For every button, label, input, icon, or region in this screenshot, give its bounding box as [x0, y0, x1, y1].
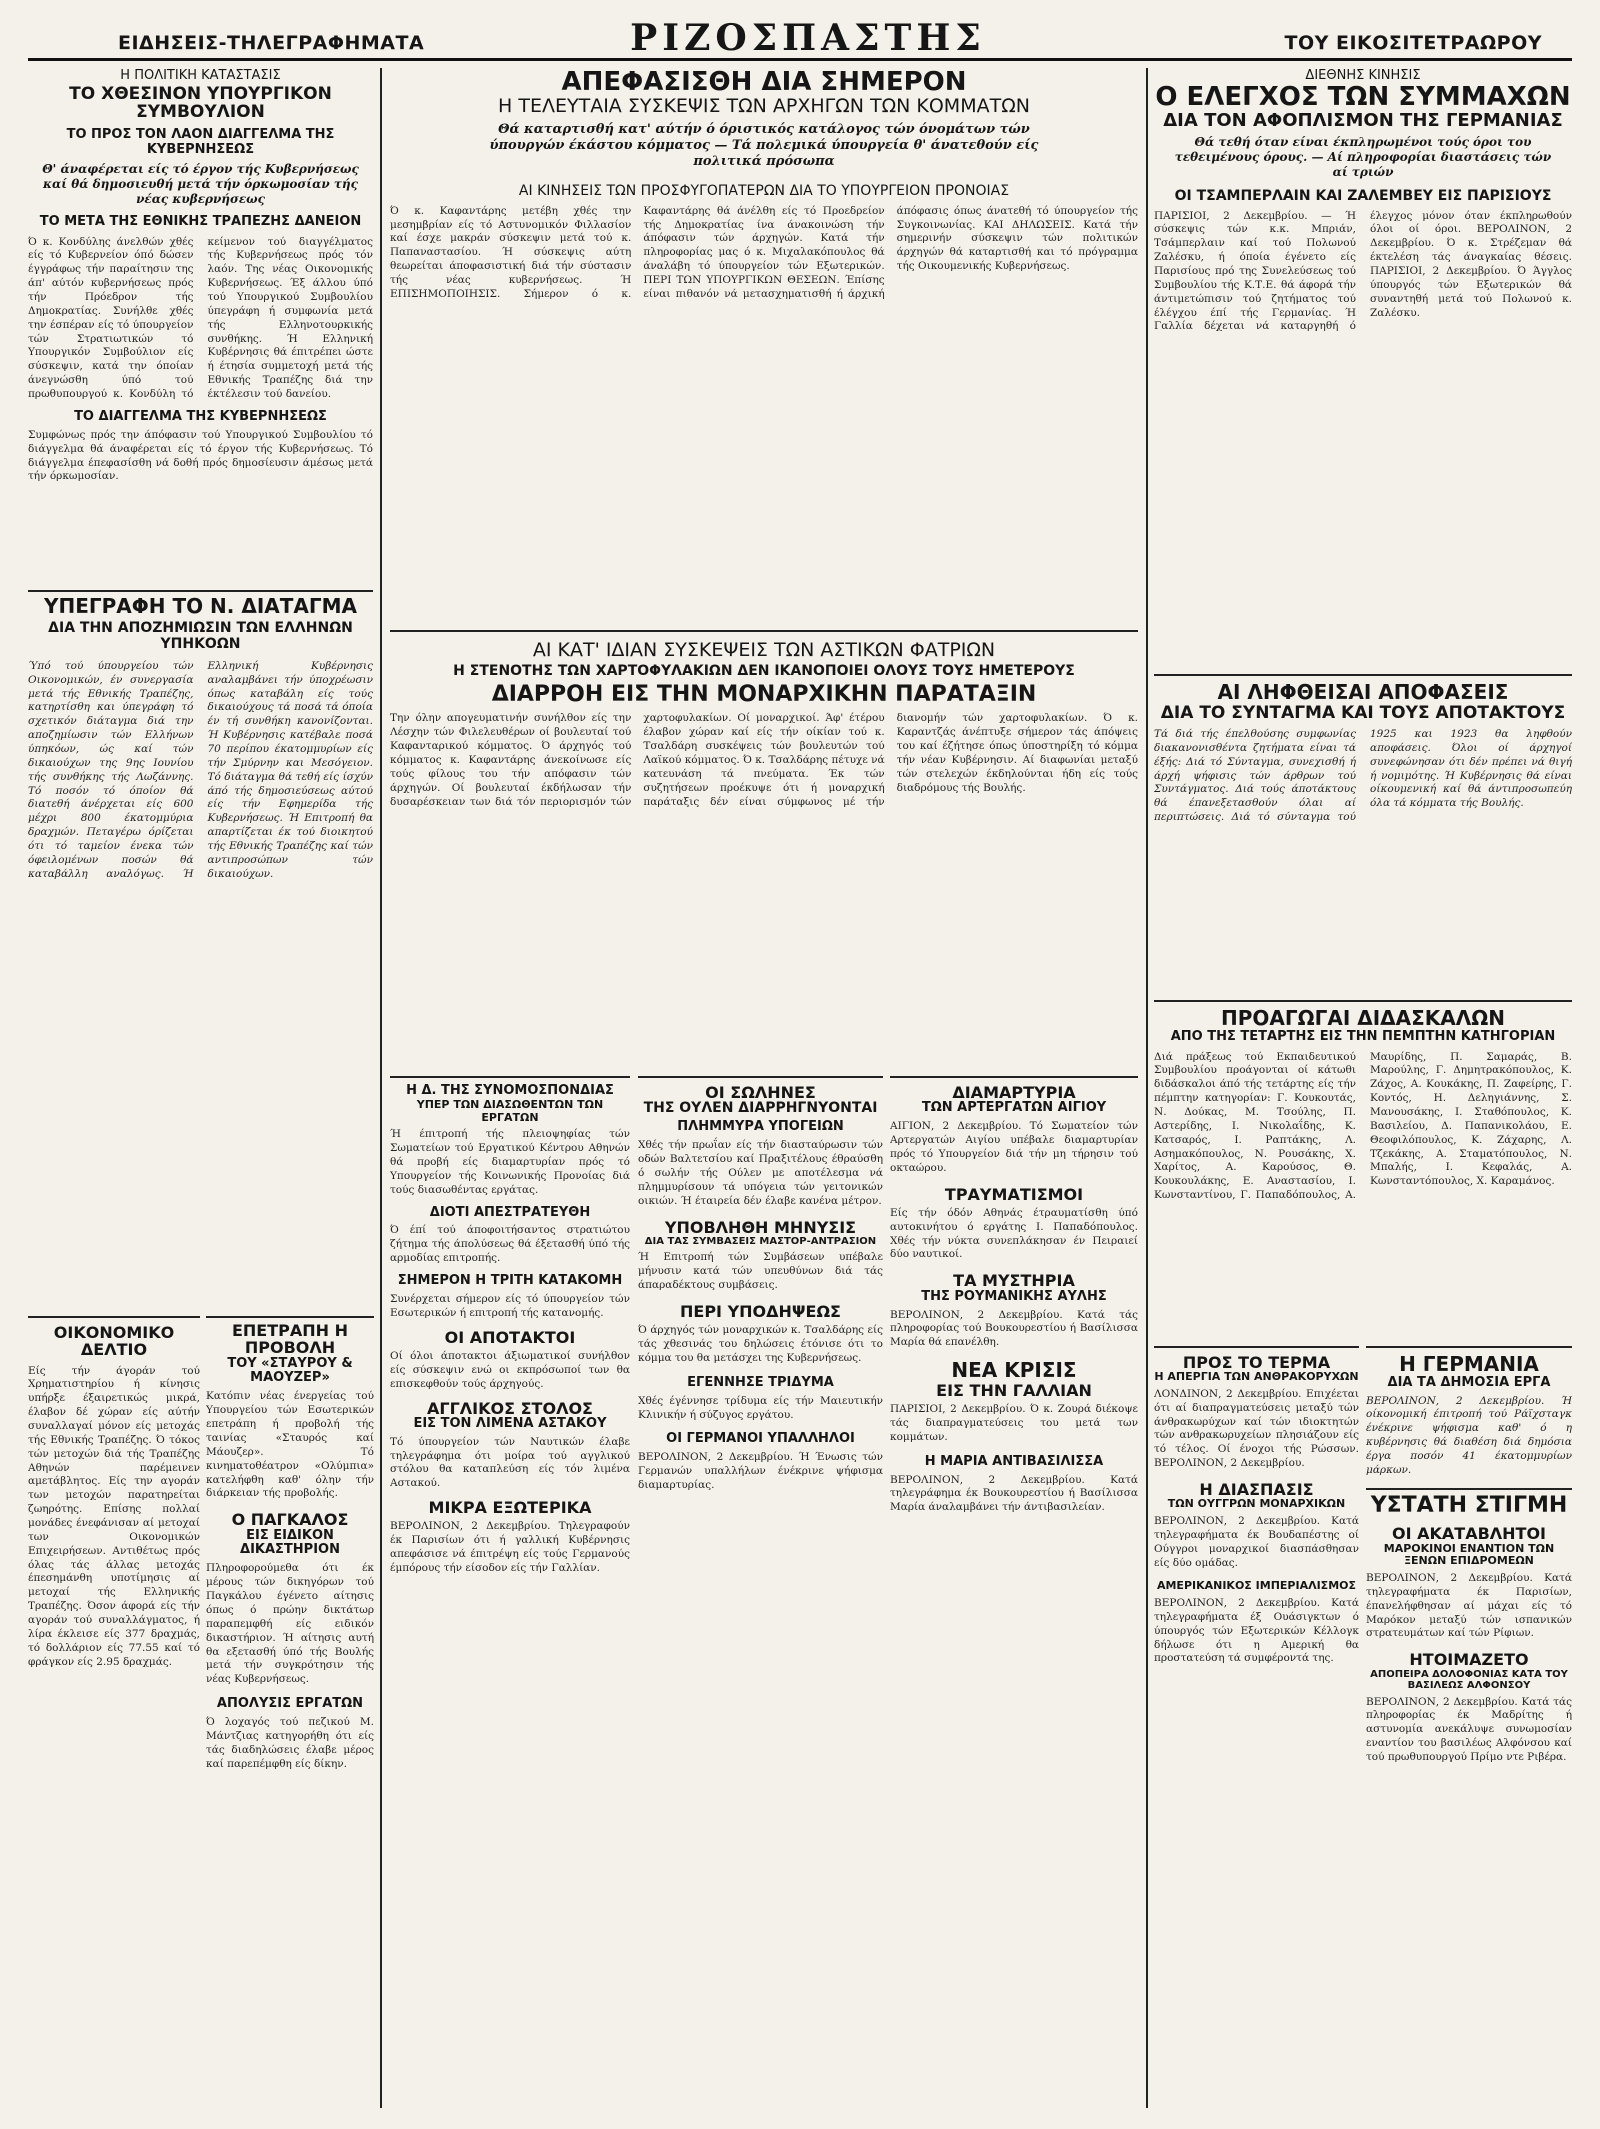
article-headline: ΤΑ ΜΥΣΤΗΡΙΑ — [953, 1271, 1075, 1291]
article-subheadline: ΔΙΑ ΤΑΣ ΣΥΜΒΑΣΕΙΣ ΜΑΣΤΟΡ-ΑΝΤΡΑΣΙΟΝ — [644, 1235, 877, 1247]
article-subheadline: ΕΙΣ ΕΙΔΙΚΟΝ ΔΙΚΑΣΤΗΡΙΟΝ — [240, 1527, 340, 1558]
article-headline: ΤΡΑΥΜΑΤΙΣΜΟΙ — [944, 1184, 1084, 1204]
article-toward-the-end — [1154, 1346, 1359, 2108]
article-body: Ό κ. Κονδύλης άνελθών χθές είς τό Κυβερνείον όπό δώσεν έγγράφως τήν παραίτησιν της άπ' αύτόν κυβερνήσεως πρός τήν Πρόεδρον τής Δημοκρατίας. Συνήλθε χθές την έσπέραν είς τό ύπουργείον τών Στρατιωτικών τό Υπουργικόν Συμβούλιον είς σύσκεψιν, κατά την όποίαν άνεγνώσθη ύπό τού πρωθυπουργού κ. Κονδύλη τό κείμενον τού διαγγέλματος τής Κυβερνήσεως πρός τόν λαόν. Της νέας Οικονομικής Κυβερνήσεως. Έξ άλλου ύπό τού Υπουργικού Συμβουλίου ύπεγράφη ή συμφωνία μετά τής Ελληνοτουρκικής συνθήκης. Ή Ελληνική Κυβέρνησις θά έπιτρέπει ώστε ή έτησία συμμετοχή μετά τής Εθνικής Τραπέζης διά την έκτέλεσιν τού δανείου. — [28, 235, 373, 400]
article-teacher-promotions — [1154, 1000, 1572, 1342]
article-germany-public-works — [1366, 1346, 1572, 2108]
article-subheadline: ΣΗΜΕΡΟΝ Η ΤΡΙΤΗ ΚΑΤΑΚΟΜΗ — [397, 1273, 623, 1289]
article-subheadline: Η ΑΠΕΡΓΙΑ ΤΩΝ ΑΝΘΡΑΚΟΡΥΧΩΝ — [1154, 1370, 1359, 1384]
article-body: ΒΕΡΟΛΙΝΟΝ, 2 Δεκεμβρίου. Κατά τηλεγραφήματα έκ Βουδαπέστης οί Ούγγροι μοναρχικοί διασπάσθησαν είς δύο ομάδας. — [1154, 1514, 1359, 1569]
article-body: Ό κ. Καφαντάρης μετέβη χθές την μεσημβρίαν είς τό Αστυνομικόν Φιλλασίον καί έσχε μακράν σύσκεψιν μετά τού κ. Παπαναστασίου. Ή σύσκεψις αύτη θεωρείται άποφασιστική διά τήν σύστασιν τής νέας κυβερνήσεως. Ή ΕΠΙΣΗΜΟΠΟΙΗΣΙΣ. Σήμερον ό κ. Καφαντάρης θά άνέλθη είς τό Προεδρείον τής Δημοκρατίας ίνα άνακοινώση τήν άπόφασιν τών άρχηγών. Κατά τήν πληροφορίας μας ό κ. Μιχαλακόπουλος θά άναλάβη τό ύπουργείον τών Εξωτερικών. ΠΕΡΙ ΤΩΝ ΥΠΟΥΡΓΙΚΩΝ ΘΕΣΕΩΝ. Έπίσης είναι πιθανόν νά μετασχηματισθή ή άρχική άπόφασις όπως άνατεθή τό ύπουργείον τής Συγκοινωνίας. ΚΑΙ ΔΗΛΩΣΕΙΣ. Κατά τήν σημερινήν σύσκεψιν τών πολιτικών άρχηγών θά καταρτισθή και τό πρόγραμμα τής Οικουμενικής Κυβερνήσεως. — [390, 204, 1138, 300]
article-body: Συνέρχεται σήμερον είς τό ύπουργείον τών Εσωτερικών ή επιτροπή τής κατανομής. — [390, 1292, 630, 1319]
column-rule — [380, 68, 382, 2108]
article-headline: ΥΠΕΓΡΑΦΗ ΤΟ Ν. ΔΙΑΤΑΓΜΑ — [43, 594, 358, 618]
article-body: ΛΟΝΔΙΝΟΝ, 2 Δεκεμβρίου. Επιχέεται ότι αί διαπραγματεύσεις μεταξύ τών άνθρακωρύχων καί τών ιδιοκτητών τών ανθρακωρυχείων πλησιάζουν είς τό τέλος. Οί ένοχοι τής Ρώσσων. ΒΕΡΟΛΙΝΟΝ, 2 Δεκεμβρίου. — [1154, 1387, 1359, 1470]
article-subheadline: ΤΗΣ ΡΟΥΜΑΝΙΚΗΣ ΑΥΛΗΣ — [921, 1288, 1107, 1304]
article-body: ΒΕΡΟΛΙΝΟΝ, 2 Δεκεμβρίου. Κατά τάς πληροφορίας τού Βουκουρεστίου ή Βασίλισσα Μαρία θά επανέλθη. — [890, 1308, 1138, 1349]
masthead-title: ΡΙΖΟΣΠΑΣΤΗΣ — [630, 17, 986, 59]
article-headline: ΥΣΤΑΤΗ ΣΤΙΓΜΗ — [1366, 1488, 1572, 1518]
article-body: Διά πράξεως τού Εκπαιδευτικού Συμβουλίου προάγονται οί κάτωθι διδάσκαλοι άπό τής τετάρτης είς τήν πέμπτην κατηγορίαν: Γ. Κουκουτάς, Ν. Δούκας, Μ. Τσούλης, Π. Αστερίδης, Ι. Νικολαΐδης, Κ. Κατσαρός, Ι. Ραπτάκης, Λ. Ασημακόπουλος, Ν. Ρουσάκης, Χ. Χαρίτος, Α. Καρούσος, Θ. Κουκουλάκης, Ε. Αναστασίου, Ι. Κωνσταντίνου, Γ. Παπαδόπουλος, Α. Μαυρίδης, Π. Σαμαράς, Β. Μαρούλης, Γ. Δημητρακόπουλος, Κ. Ζάχος, Α. Κουκάκης, Π. Ζαφείρης, Γ. Κοντός, Η. Δεληγιάννης, Σ. Μανουσάκης, Ι. Σταθόπουλος, Κ. Βασιλείου, Δ. Παπανικολάου, Ε. Θεοφιλόπουλος, Κ. Ζάχαρης, Λ. Τζεκάκης, Α. Σταματόπουλος, Ν. Μπαλής, Ι. Κεφαλάς, Α. Κωνσταντόπουλος, Χ. Καραμάνος. — [1154, 1050, 1572, 1202]
article-body: ΒΕΡΟΛΙΝΟΝ, 2 Δεκεμβρίου. Τηλεγραφούν έκ Παρισίων ότι ή γαλλική Κυβέρνησις απεφάσισε νά έπιτρέψη είς τούς Γερμανούς έμπόρους τήν είσοδον είς τήν Γαλλίαν. — [390, 1520, 630, 1575]
article-body: Ύπό τού ύπουργείου τών Οικονομικών, έν συνεργασία μετά τής Εθνικής Τραπέζης, κατηρτίσθη και ύπεγράφη τό σχετικόν διάταγμα διά την αποζημίωσιν τών Ελλήνων ύπηκόων, ώς καί τών δικαιούχων της 9ης Ιουνίου τής συνθήκης τής Λωζάννης. Τό ποσόν τό όποίον θά διατεθή άνέρχεται είς 600 μέχρι 800 έκατομμύρια δραχμών. Πεταγέρω όρίζεται ότι τό ταμείον ένεκα τών όφειλομένων ποσών θά καταβάλλη αναλόγως. Ή Ελληνική Κυβέρνησις αναλαμβάνει τήν ύποχρέωσιν όπως καταβάλη είς τούς δικαιούχους τά ποσά τά όποία έν τή συνθήκη κανονίζονται. Ή Κυβέρνησις κατέβαλε ποσά 70 περίπου έκατομμυρίων είς τήν Σμύρνην και Μεσόγειον. Τό διάταγμα θά τεθή είς ίσχύν άπό τής δημοσιεύσεως αύτού είς τήν Εφημερίδα τής Κυβερνήσεως. Ή Επιτροπή θα απαρτίζεται έκ τού διοικητού τής Εθνικής Τραπέζης καί τών αντιπροσώπων τών δικαιούχων. — [28, 659, 373, 880]
article-body: Ό έπί τού άποφοιτήσαντος στρατιώτου ζήτημα τής άπολύσεως θά έξετασθή ύπό τής αρμοδίας επιτροπής. — [390, 1224, 630, 1265]
article-headline: ΠΕΡΙ ΥΠΟΔΗΨΕΩΣ — [680, 1301, 841, 1321]
article-headline: ΕΙΣ ΤΗΝ ΓΑΛΛΙΑΝ — [936, 1380, 1092, 1400]
article-headline: ΕΠΕΤΡΑΠΗ Η ΠΡΟΒΟΛΗ — [231, 1321, 348, 1358]
article-allied-control — [1154, 68, 1572, 668]
article-subheadline: ΤΟΥ «ΣΤΑΥΡΟΥ & ΜΑΟΥΖΕΡ» — [227, 1355, 353, 1386]
article-body: Ό άρχηγός τών μοναρχικών κ. Τσαλδάρης είς τάς χθεσινάς του δηλώσεις έτόνισε ότι το κόμμα του θα μετάσχει της Κυβερνήσεως. — [638, 1324, 883, 1364]
article-protest-aigio — [890, 1076, 1138, 2108]
article-body: Τά διά τής έπελθούσης συμφωνίας διακανονισθέντα ζητήματα είναι τά έξής: Διά τό Σύνταγμα, συνεχισθή ή άρχή ψήφισις τών άρθρων τού Συντάγματος. Διά τούς άποτάκτους θά έπανεξετασθούν όλαι αί περιπτώσεις. Διά τό σύνταγμα τού 1925 και 1923 θα ληφθούν αποφάσεις. Όλοι οί άρχηγοί συνεφώνησαν ότι δέν πρέπει νά θιγή ή νομιμότης. Ή Κυβέρνησις θά είναι οίκουμενική καί θά άντιπροσωπεύη όλα τά κόμματα τής Βουλής. — [1154, 727, 1572, 824]
article-subheadline: ΤΟ ΠΡΟΣ ΤΟΝ ΛΑΟΝ ΔΙΑΓΓΕΛΜΑ ΤΗΣ ΚΥΒΕΡΝΗΣΕΩΣ — [66, 126, 335, 157]
article-headline: ΤΗΣ ΟΥΛΕΝ ΔΙΑΡΡΗΓΝΥΟΝΤΑΙ — [643, 1100, 878, 1117]
article-headline: ΜΙΚΡΑ ΕΞΩΤΕΡΙΚΑ — [428, 1498, 592, 1518]
article-body: ΒΕΡΟΛΙΝΟΝ, 2 Δεκεμβρίου. Κατά τηλεγραφήματα έξ Ουάσιγκτων ό ύπουργός τών Εξωτερικών Κέλλογκ δήλωσε ότι η Αμερική θα προστατεύση τά συμφέροντά της. — [1154, 1597, 1359, 1665]
article-film-screening — [206, 1316, 374, 2108]
article-subheadline: ΟΙ ΓΕΡΜΑΝΟΙ ΥΠΑΛΛΗΛΟΙ — [666, 1431, 855, 1447]
article-subheadline: Η ΜΑΡΙΑ ΑΝΤΙΒΑΣΙΛΙΣΣΑ — [924, 1453, 1104, 1469]
article-headline: ΑΠΕΦΑΣΙΣΘΗ ΔΙΑ ΣΗΜΕΡΟΝ — [561, 68, 967, 97]
article-political-situation — [28, 68, 373, 583]
article-bourgeois-factions — [390, 630, 1138, 1072]
article-subheadline: ΤΩΝ ΟΥΓΓΡΩΝ ΜΟΝΑΡΧΙΚΩΝ — [1167, 1497, 1346, 1511]
article-body: Ή έπιτροπή τής πλειοψηφίας τών Σωματείων τού Εργατικού Κέντρου Αθηνών θά προβή είς διαμαρτυρίαν πρός τό Υπουργείον τής Κοινωνικής Προνοίας διά τούς διασωθέντας εργάτας. — [390, 1128, 630, 1196]
article-body: Χθές τήν πρωΐαν είς τήν διασταύρωσιν τών οδών Βαλτετσίου καί Πραξιτέλους έθραύσθη ό σωλήν τής Ούλεν με αποτέλεσμα νά πλημμυρίσουν τά υπόγεια τών γειτονικών οικιών. Ή έταιρεία δέν έλαβε κανένα μέτρον. — [638, 1139, 883, 1207]
article-headline: Η ΔΙΑΣΠΑΣΙΣ — [1199, 1480, 1314, 1500]
masthead-section-left: ΕΙΔΗΣΕΙΣ-ΤΗΛΕΓΡΑΦΗΜΑΤΑ — [118, 32, 425, 54]
article-deck: Θά καταρτισθή κατ' αύτήν ό όριστικός κατάλογος τών όνομάτων τών ύπουργών έκάστου κόμματος — Τά πολεμικά ύπουργεία θ' άνατεθούν είς πολιτικά πρόσωπα — [489, 121, 1039, 170]
article-subheadline: ΑΠΟ ΤΗΣ ΤΕΤΑΡΤΗΣ ΕΙΣ ΤΗΝ ΠΕΜΠΤΗΝ ΚΑΤΗΓΟΡΙΑΝ — [1170, 1028, 1556, 1044]
article-subheadline: ΕΙΣ ΤΟΝ ΛΙΜΕΝΑ ΑΣΤΑΚΟΥ — [413, 1415, 607, 1431]
article-headline: ΝΕΑ ΚΡΙΣΙΣ — [951, 1358, 1077, 1383]
article-subheadline: ΑΙ ΚΙΝΗΣΕΙΣ ΤΩΝ ΠΡΟΣΦΥΓΟΠΑΤΕΡΩΝ ΔΙΑ ΤΟ ΥΠΟΥΡΓΕΙΟΝ ΠΡΟΝΟΙΑΣ — [518, 182, 1010, 199]
article-body: Είς τήν άγοράν τού Χρηματιστηρίου ή κίνησις υπήρξε έξαιρετικώς μικρά, έλαβον δέ χώραν είς αύτήν συναλλαγαί μόνον είς μετοχάς τής Εθνικής Τραπέζης. Ό τόκος τών μετοχών διά τής Τραπέζης Αθηνών παρέμεινεν αμετάβλητος. Είς την αγοράν των μετοχών παρατηρείται ζωηρότης. Επίσης πολλαί μονάδες ένεφάνισαν αί μετοχαί των Οικονομικών Επιχειρήσεων. Αντιθέτως πρός όλας τάς άλλας μετοχάς έπεσημάνθη υποτίμησις αί μετοχαί τής Ελληνικής Τραπέζης. Όσον άφορά είς τήν αγοράν τού συναλλάγματος, ή λίρα έκλεισε είς 377 δραχμάς, τό δολλάριον είς 77.55 καί τό φράγκον είς 2.95 δραχμάς. — [28, 1364, 200, 1668]
masthead-section-right: ΤΟΥ ΕΙΚΟΣΙΤΕΤΡΑΩΡΟΥ — [1284, 32, 1542, 54]
article-body: ΠΑΡΙΣΙΟΙ, 2 Δεκεμβρίου. — Ή σύσκεψις τών κ.κ. Μπριάν, Τσάμπερλαιν καί τού Πολωνού Ζαλέσκυ, ή όποία έγένετο είς Παρισίους πρό της Συνελεύσεως τού Συμβουλίου τής Κ.Τ.Ε. θά άφορά τήν άντιμετώπισιν τού ζητήματος τού έλέγχου έπί τής Γερμανίας. Ή Γαλλία δέχεται νά καταργηθή ό έλεγχος μόνον όταν έκπληρωθούν όλοι οί όροι. ΒΕΡΟΛΙΝΟΝ, 2 Δεκεμβρίου. Ό κ. Στρέζεμαν θά έκτελέση τάς άναγκαίας θέσεις. ΠΑΡΙΣΙΟΙ, 2 Δεκεμβρίου. Ό Άγγλος ύπουργός τών Εξωτερικών θά συναντηθή μετά τού Πολωνού κ. Ζαλέσκυ. — [1154, 209, 1572, 333]
article-pipes-burst — [638, 1076, 883, 2108]
article-headline: ΑΓΓΛΙΚΟΣ ΣΤΟΛΟΣ — [427, 1398, 593, 1418]
article-subheadline: ΤΟ ΜΕΤΑ ΤΗΣ ΕΘΝΙΚΗΣ ΤΡΑΠΕΖΗΣ ΔΑΝΕΙΟΝ — [39, 213, 362, 229]
article-decisions-taken — [1154, 674, 1572, 996]
article-headline: ΟΙΚΟΝΟΜΙΚΟ ΔΕΛΤΙΟ — [53, 1323, 175, 1360]
article-headline: ΟΙ ΑΠΟΤΑΚΤΟΙ — [444, 1327, 576, 1347]
article-deck: Θά τεθή όταν είναι έκπληρωμένοι τούς όροι του τεθειμένους όρους. — Αί πληροφορίαι διαστάσεις τών αί τριών — [1174, 134, 1552, 179]
article-body: Οί όλοι άποτακτοι άξιωματικοί συνήλθον είς σύσκεψιν ενώ οι εκπρόσωποί των θα επισκεφθούν τούς άρχηγούς. — [390, 1349, 630, 1390]
article-headline: Ο ΠΑΓΚΑΛΟΣ — [231, 1510, 349, 1530]
article-headline: ΔΙΑΡΡΟΗ ΕΙΣ ΤΗΝ ΜΟΝΑΡΧΙΚΗΝ ΠΑΡΑΤΑΞΙΝ — [491, 681, 1037, 707]
article-body: Είς τήν όδόν Αθηνάς έτραυματίσθη ύπό αυτοκινήτου ό εργάτης Ι. Παπαδόπουλος. Χθές τήν νύκτα συνεπλάκησαν έν Πειραιεί δύο ναυτικοί. — [890, 1206, 1138, 1261]
article-subheadline: ΥΠΕΡ ΤΩΝ ΔΙΑΣΩΘΕΝΤΩΝ ΤΩΝ ΕΡΓΑΤΩΝ — [416, 1097, 604, 1124]
article-headline: ΑΙ ΛΗΦΘΕΙΣΑΙ ΑΠΟΦΑΣΕΙΣ — [1217, 680, 1509, 704]
article-subheadline: ΜΑΡΟΚΙΝΟΙ ΕΝΑΝΤΙΟΝ ΤΩΝ ΞΕΝΩΝ ΕΠΙΔΡΟΜΕΩΝ — [1383, 1541, 1555, 1568]
article-body: ΒΕΡΟΛΙΝΟΝ, 2 Δεκεμβρίου. Ή οίκονομική έπιτροπή τού Ράϊχσταγκ ένέκρινε ψήφισμα καθ' ό η κυβέρνησις θά διαθέση διά δημόσια έργα ποσόν 41 έκατομμυρίων μάρκων. — [1366, 1394, 1572, 1476]
article-body: Κατόπιν νέας ένεργείας τού Υπουργείου τών Εσωτερικών επετράπη ή προβολή τής ταινίας «Σταυρός καί Μάουζερ». Τό κινηματοθέατρον «Ολύμπια» κατελήφθη καθ' όλην τήν διάρκειαν τής προβολής. — [206, 1390, 374, 1500]
article-body: ΒΕΡΟΛΙΝΟΝ, 2 Δεκεμβρίου. Κατά τηλεγραφήματα έκ Παρισίων, έπανελήφθησαν αί μάχαι είς τό Μαρόκον μεταξύ τών ισπανικών στρατευμάτων καί τών Ρίφιων. — [1366, 1571, 1572, 1640]
article-decree-signed — [28, 590, 373, 1312]
article-headline: ΠΡΟΑΓΩΓΑΙ ΔΙΔΑΣΚΑΛΩΝ — [1221, 1006, 1505, 1030]
article-decided-for-today — [390, 68, 1138, 628]
article-kicker: ΔΙΕΘΝΗΣ ΚΙΝΗΣΙΣ — [1305, 68, 1421, 83]
article-body: Ή Επιτροπή τών Συμβάσεων υπέβαλε μήνυσιν κατά τών υπευθύνων διά τάς άπαραδέκτους συμβάσεις. — [638, 1251, 883, 1292]
article-body: Χθές έγέννησε τρίδυμα είς τήν Μαιευτικήν Κλινικήν ή σύζυγος εργάτου. — [638, 1394, 883, 1421]
article-deck: Θ' άναφέρεται είς τό έργον τής Κυβερνήσεως καί θά δημοσιευθή μετά τήν όρκωμοσίαν τής νέας κυβερνήσεως — [42, 161, 359, 206]
article-headline: ΗΤΟΙΜΑΖΕΤΟ — [1409, 1650, 1529, 1670]
article-subheadline: ΔΙΑ ΤΗΝ ΑΠΟΖΗΜΙΩΣΙΝ ΤΩΝ ΕΛΛΗΝΩΝ ΥΠΗΚΟΩΝ — [48, 619, 353, 652]
article-subheadline: ΑΜΕΡΙΚΑΝΙΚΟΣ ΙΜΠΕΡΙΑΛΙΣΜΟΣ — [1156, 1579, 1357, 1593]
article-subheadline: ΤΩΝ ΑΡΤΕΡΓΑΤΩΝ ΑΙΓΙΟΥ — [921, 1100, 1107, 1116]
article-subheadline: ΔΙΑ ΤΑ ΔΗΜΟΣΙΑ ΕΡΓΑ — [1387, 1374, 1551, 1390]
article-headline: ΑΙ ΚΑΤ' ΙΔΙΑΝ ΣΥΣΚΕΨΕΙΣ ΤΩΝ ΑΣΤΙΚΩΝ ΦΑΤΡΙΩΝ — [532, 639, 996, 661]
article-subheadline: Η ΣΤΕΝΟΤΗΣ ΤΩΝ ΧΑΡΤΟΦΥΛΑΚΙΩΝ ΔΕΝ ΙΚΑΝΟΠΟΙΕΙ ΟΛΟΥΣ ΤΟΥΣ ΗΜΕΤΕΡΟΥΣ — [453, 662, 1075, 679]
article-body: ΠΑΡΙΣΙΟΙ, 2 Δεκεμβρίου. Ό κ. Ζουρά διέκοψε τάς διαπραγματεύσεις του μετά των κομμάτων. — [890, 1402, 1138, 1443]
article-subheadline: ΤΟ ΔΙΑΓΓΕΛΜΑ ΤΗΣ ΚΥΒΕΡΝΗΣΕΩΣ — [74, 408, 327, 424]
article-headline: ΟΙ ΣΩΛΗΝΕΣ — [705, 1083, 816, 1102]
article-headline: ΤΟ ΧΘΕΣΙΝΟΝ ΥΠΟΥΡΓΙΚΟΝ ΣΥΜΒΟΥΛΙΟΝ — [69, 84, 332, 123]
article-body: Ό λοχαγός τού πεζικού Μ. Μάντζιας κατηγορήθη ότι είς τάς διαδηλώσεις έλαβε μέρος καί παρεπέμφθη είς δίκην. — [206, 1716, 374, 1770]
article-subheadline: Η ΤΕΛΕΥΤΑΙΑ ΣΥΣΚΕΨΙΣ ΤΩΝ ΑΡΧΗΓΩΝ ΤΩΝ ΚΟΜΜΑΤΩΝ — [498, 95, 1030, 118]
article-headline: ΟΙ ΑΚΑΤΑΒΛΗΤΟΙ — [1391, 1524, 1547, 1544]
article-subheadline: ΠΛΗΜΜΥΡΑ ΥΠΟΓΕΙΩΝ — [677, 1119, 844, 1135]
article-kicker: Η ΠΟΛΙΤΙΚΗ ΚΑΤΑΣΤΑΣΙΣ — [120, 68, 281, 83]
article-subheadline: ΑΠΟΛΥΣΙΣ ΕΡΓΑΤΩΝ — [216, 1696, 364, 1712]
article-headline: ΠΡΟΣ ΤΟ ΤΕΡΜΑ — [1182, 1353, 1331, 1372]
article-financial-bulletin — [28, 1316, 200, 2108]
article-body: Συμφώνως πρός την άπόφασιν τού Υπουργικού Συμβουλίου τό διάγγελμα θά άναφέρεται είς τό έργον τής Κυβερνήσεως. Τό διάγγελμα έπεφασίσθη νά δοθή πρός δημοσίευσιν άμέσως μετά τήν όρκωμοσίαν. — [28, 428, 373, 483]
article-body: Την όλην απογευματινήν συνήλθον είς την Λέσχην τών Φιλελευθέρων οί βουλευταί τού Καφανταρικού κόμματος. Ό άρχηγός τού κόμματος κ. Καφαντάρης άνεκοίνωσε είς τούς φίλους του τήν απόφασιν τών άρχηγών. Οί βουλευταί έκδήλωσαν τήν δυσαρέσκειαν των διά τόν περιορισμόν τών χαρτοφυλακίων. Οί μοναρχικοί. Άφ' έτέρου έλαβον χώραν καί είς τήν οίκίαν τού κ. Τσαλδάρη συσκέψεις τών βουλευτών τού Λαϊκού κόμματος. Ό κ. Τσαλδάρης πέτυχε νά κατευνάση τά πνεύματα. Έκ τών συζητήσεων προέκυψε ότι ή μοναρχική παράταξις δέν είναι σύμφωνος μέ τήν διανομήν τών χαρτοφυλακίων. Ό κ. Καραντζάς άνέπτυξε σήμερον τάς άπόψεις του καί έζήτησε όπως ύποστηρίξη τό κόμμα τήν νέαν Κυβέρνησιν. Αί διαφωνίαι μεταξύ τών στελεχών έκδηλούνται ήδη είς τούς διαδρόμους τής Βουλής. — [390, 712, 1138, 808]
article-subheadline: Η Δ. ΤΗΣ ΣΥΝΟΜΟΣΠΟΝΔΙΑΣ — [406, 1083, 614, 1098]
article-subheadline: ΑΠΟΠΕΙΡΑ ΔΟΛΟΦΟΝΙΑΣ ΚΑΤΑ ΤΟΥ ΒΑΣΙΛΕΩΣ ΑΛΦΟΝΣΟΥ — [1370, 1668, 1568, 1692]
article-body: Πληροφορούμεθα ότι έκ μέρους τών δικηγόρων τού Παγκάλου έγένετο αίτησις όπως ό πρώην δικτάτωρ παραπεμφθή είς ειδικόν δικαστήριον. Ή αίτησις αυτή θα εξετασθή ύπό τής Βουλής μετά τήν συγκρότησιν τής νέας Κυβερνήσεως. — [206, 1562, 374, 1686]
column-rule — [1146, 68, 1148, 2108]
article-subheadline: ΔΙΟΤΙ ΑΠΕΣΤΡΑΤΕΥΘΗ — [429, 1204, 591, 1220]
article-headline: ΔΙΑ ΤΟΝ ΑΦΟΠΛΙΣΜΟΝ ΤΗΣ ΓΕΡΜΑΝΙΑΣ — [1163, 110, 1563, 132]
masthead — [28, 18, 1572, 61]
article-headline: Η ΓΕΡΜΑΝΙΑ — [1399, 1352, 1539, 1376]
article-headline: ΥΠΟΒΛΗΘΗ ΜΗΝΥΣΙΣ — [664, 1217, 857, 1237]
article-body: Τό ύπουργείον τών Ναυτικών έλαβε τηλεγράφημα ότι μοίρα τού αγγλικού στόλου θα καταπλεύση είς τόν λιμένα Αστακού. — [390, 1435, 630, 1490]
article-body: ΒΕΡΟΛΙΝΟΝ, 2 Δεκεμβρίου. Κατά τάς πληροφορίας έκ Μαδρίτης ή αστυνομία ανεκάλυψε συνωμοσίαν εναντίον του βασιλέως Αλφόνσου καί τού πρωθυπουργού Πρίμο ντε Ριβέρα. — [1366, 1695, 1572, 1763]
article-confederation — [390, 1076, 630, 2108]
article-subheadline: ΟΙ ΤΣΑΜΠΕΡΛΑΙΝ ΚΑΙ ΖΑΛΕΜΒΕΥ ΕΙΣ ΠΑΡΙΣΙΟΥΣ — [1174, 187, 1552, 204]
article-headline: ΔΙΑΜΑΡΤΥΡΙΑ — [952, 1083, 1076, 1102]
article-headline: Ο ΕΛΕΓΧΟΣ ΤΩΝ ΣΥΜΜΑΧΩΝ — [1155, 82, 1571, 112]
article-body: ΒΕΡΟΛΙΝΟΝ, 2 Δεκεμβρίου. Ή Ένωσις τών Γερμανών υπαλλήλων ένέκρινε ψήφισμα διαμαρτυρίας. — [638, 1451, 883, 1492]
article-body: ΑΙΓΙΟΝ, 2 Δεκεμβρίου. Τό Σωματείον τών Αρτεργατών Αιγίου υπέβαλε διαμαρτυρίαν πρός τό Υπουργείον διά τήν μη τήρησιν τού οκταώρου. — [890, 1120, 1138, 1174]
newspaper-page — [28, 18, 1572, 2114]
article-body: ΒΕΡΟΛΙΝΟΝ, 2 Δεκεμβρίου. Κατά τηλεγράφημα έκ Βουκουρεστίου ή Βασίλισσα Μαρία άναλαμβάνει τήν άντιβασιλείαν. — [890, 1473, 1138, 1514]
article-subheadline: ΕΓΕΝΝΗΣΕ ΤΡΙΔΥΜΑ — [687, 1374, 834, 1390]
article-headline: ΔΙΑ ΤΟ ΣΥΝΤΑΓΜΑ ΚΑΙ ΤΟΥΣ ΑΠΟΤΑΚΤΟΥΣ — [1160, 702, 1566, 723]
